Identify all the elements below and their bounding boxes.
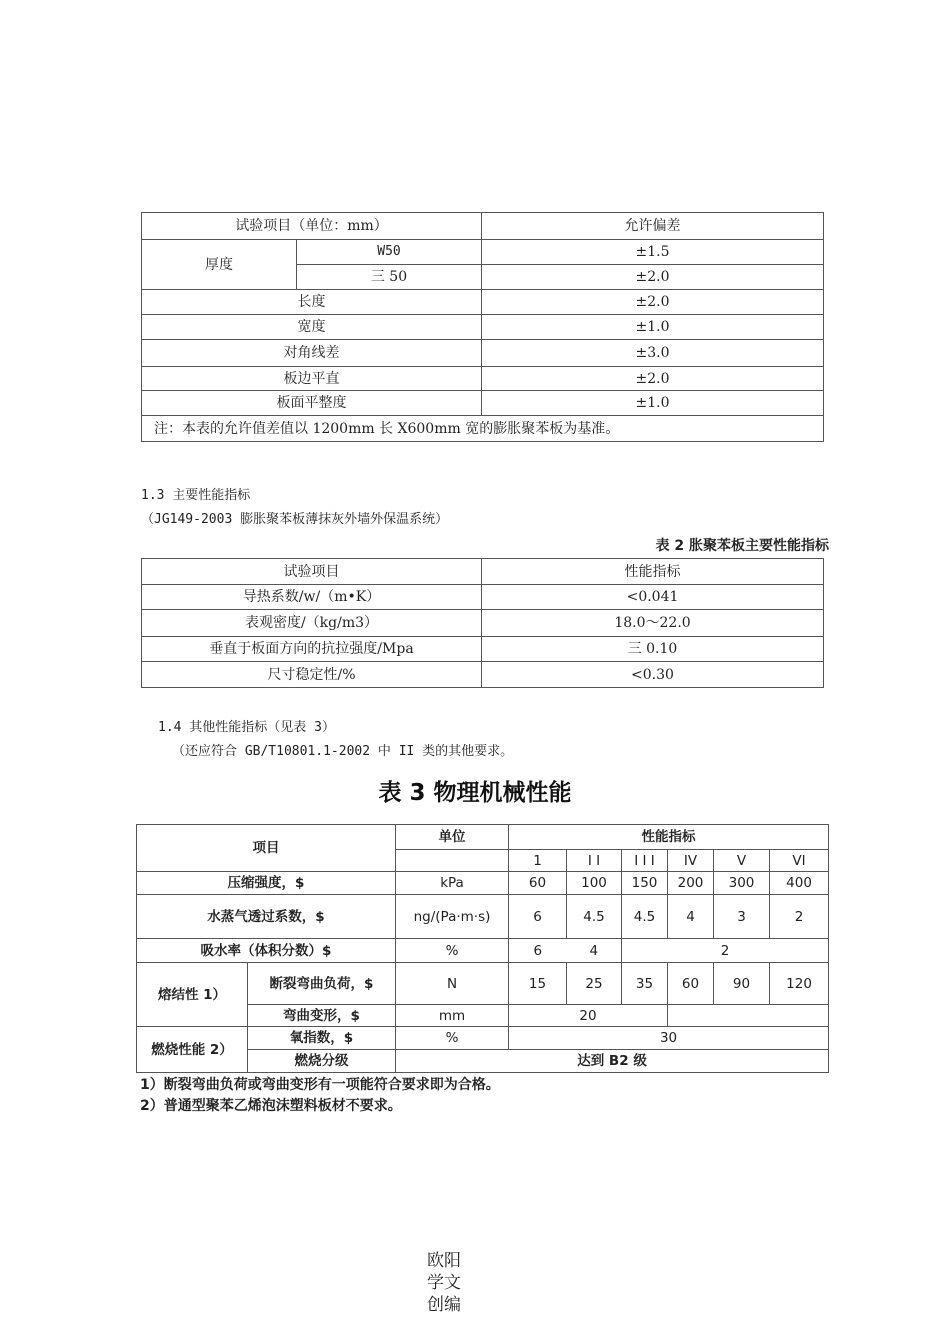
- table3-note: 2）普通型聚苯乙烯泡沫塑料板材不要求。: [140, 1098, 402, 1114]
- table2-row-value: <0.041: [482, 585, 824, 610]
- footer-signature: [420, 1250, 468, 1316]
- grade-label: V: [714, 850, 770, 872]
- absorb-value: 4: [567, 939, 622, 963]
- burn-label: 燃烧性能 2）: [137, 1027, 248, 1073]
- compress-value: 200: [668, 872, 714, 895]
- bend-unit: mm: [396, 1005, 509, 1027]
- table3-header-unit: 单位: [396, 825, 509, 850]
- table2-caption: 表 2 胀聚苯板主要性能指标: [655, 538, 829, 554]
- thickness-sub-item: 三 50: [297, 265, 482, 290]
- break-load-label: 断裂弯曲负荷，$: [248, 963, 396, 1005]
- table1-row-value: ±1.0: [482, 391, 824, 416]
- table2-row-label: 表观密度/（kg/m3）: [142, 610, 482, 637]
- table3-header-item: 项目: [137, 825, 396, 872]
- break-load-value: 35: [622, 963, 668, 1005]
- table2-row-label: 尺寸稳定性/%: [142, 662, 482, 688]
- table2-row-value: 18.0〜22.0: [482, 610, 824, 637]
- section-13-subheading: （JG149-2003 膨胀聚苯板薄抹灰外墙外保温系统）: [141, 512, 449, 527]
- vapor-label: 水蒸气透过系数，$: [137, 895, 396, 939]
- grade-label: I I I: [622, 850, 668, 872]
- footer-line: 学文: [427, 1273, 461, 1293]
- table1-header-item: 试验项目（单位：mm）: [142, 213, 482, 240]
- vapor-value: 4.5: [567, 895, 622, 939]
- break-load-value: 25: [567, 963, 622, 1005]
- main-performance-table: [141, 558, 824, 688]
- burn-grade-label: 燃烧分级: [248, 1050, 396, 1073]
- table1-row-label: 板边平直: [142, 367, 482, 391]
- vapor-value: 4: [668, 895, 714, 939]
- vapor-value: 4.5: [622, 895, 668, 939]
- grade-label: IV: [668, 850, 714, 872]
- burn-grade-value: 达到 B2 级: [396, 1050, 829, 1073]
- section-14-heading: 1.4 其他性能指标（见表 3）: [158, 720, 335, 735]
- table1-row-label: 板面平整度: [142, 391, 482, 416]
- section-13-heading: 1.3 主要性能指标: [141, 488, 251, 503]
- table1-row-label: 对角线差: [142, 340, 482, 367]
- compress-label: 压缩强度，$: [137, 872, 396, 895]
- compress-value: 300: [714, 872, 770, 895]
- table1-header-tolerance: 允许偏差: [482, 213, 824, 240]
- table1-row-value: ±1.0: [482, 315, 824, 340]
- oxygen-index-label: 氧指数，$: [248, 1027, 396, 1050]
- bend-label: 弯曲变形，$: [248, 1005, 396, 1027]
- absorb-value: 2: [622, 939, 829, 963]
- bend-blank: [668, 1005, 829, 1027]
- thickness-label: 厚度: [142, 240, 297, 290]
- section-14-subheading: （还应符合 GB/T10801.1-2002 中 II 类的其他要求。: [172, 744, 514, 759]
- compress-unit: kPa: [396, 872, 509, 895]
- footer-line: 欧阳: [427, 1251, 461, 1271]
- table1-note: 注：本表的允许值差值以 1200mm 长 X600mm 宽的膨胀聚苯板为基准。: [142, 416, 824, 442]
- compress-value: 150: [622, 872, 668, 895]
- vapor-value: 3: [714, 895, 770, 939]
- oxygen-index-unit: %: [396, 1027, 509, 1050]
- absorb-unit: %: [396, 939, 509, 963]
- table1-row-value: ±3.0: [482, 340, 824, 367]
- table1-row-label: 长度: [142, 290, 482, 315]
- table2-row-value: 三 0.10: [482, 637, 824, 662]
- vapor-value: 6: [509, 895, 567, 939]
- table1-row-value: ±2.0: [482, 367, 824, 391]
- bend-value: 20: [509, 1005, 668, 1027]
- grade-label: 1: [509, 850, 567, 872]
- sinter-label: 熔结性 1）: [137, 963, 248, 1027]
- compress-value: 100: [567, 872, 622, 895]
- absorb-label: 吸水率（体积分数）$: [137, 939, 396, 963]
- table2-header-index: 性能指标: [482, 559, 824, 585]
- break-load-value: 120: [770, 963, 829, 1005]
- grade-label: I I: [567, 850, 622, 872]
- table3-note: 1）断裂弯曲负荷或弯曲变形有一项能符合要求即为合格。: [140, 1077, 500, 1093]
- table1-row-label: 宽度: [142, 315, 482, 340]
- vapor-unit: ng/(Pa·m·s): [396, 895, 509, 939]
- grade-label: VI: [770, 850, 829, 872]
- absorb-value: 6: [509, 939, 567, 963]
- oxygen-index-value: 30: [509, 1027, 829, 1050]
- compress-value: 60: [509, 872, 567, 895]
- break-load-value: 15: [509, 963, 567, 1005]
- table3-header-unit-blank: [396, 850, 509, 872]
- table2-row-label: 垂直于板面方向的抗拉强度/Mpa: [142, 637, 482, 662]
- break-load-unit: N: [396, 963, 509, 1005]
- break-load-value: 60: [668, 963, 714, 1005]
- dimension-tolerance-table: [141, 212, 824, 442]
- thickness-sub-item: W50: [297, 240, 482, 265]
- table3-header-performance: 性能指标: [509, 825, 829, 850]
- thickness-tolerance: ±2.0: [482, 265, 824, 290]
- vapor-value: 2: [770, 895, 829, 939]
- thickness-tolerance: ±1.5: [482, 240, 824, 265]
- table1-row-value: ±2.0: [482, 290, 824, 315]
- table2-row-label: 导热系数/w/（m•K）: [142, 585, 482, 610]
- compress-value: 400: [770, 872, 829, 895]
- physical-mechanical-table: [136, 824, 829, 1073]
- footer-line: 创编: [427, 1295, 461, 1315]
- break-load-value: 90: [714, 963, 770, 1005]
- table3-title: 表 3 物理机械性能: [378, 780, 572, 806]
- table2-row-value: <0.30: [482, 662, 824, 688]
- table2-header-item: 试验项目: [142, 559, 482, 585]
